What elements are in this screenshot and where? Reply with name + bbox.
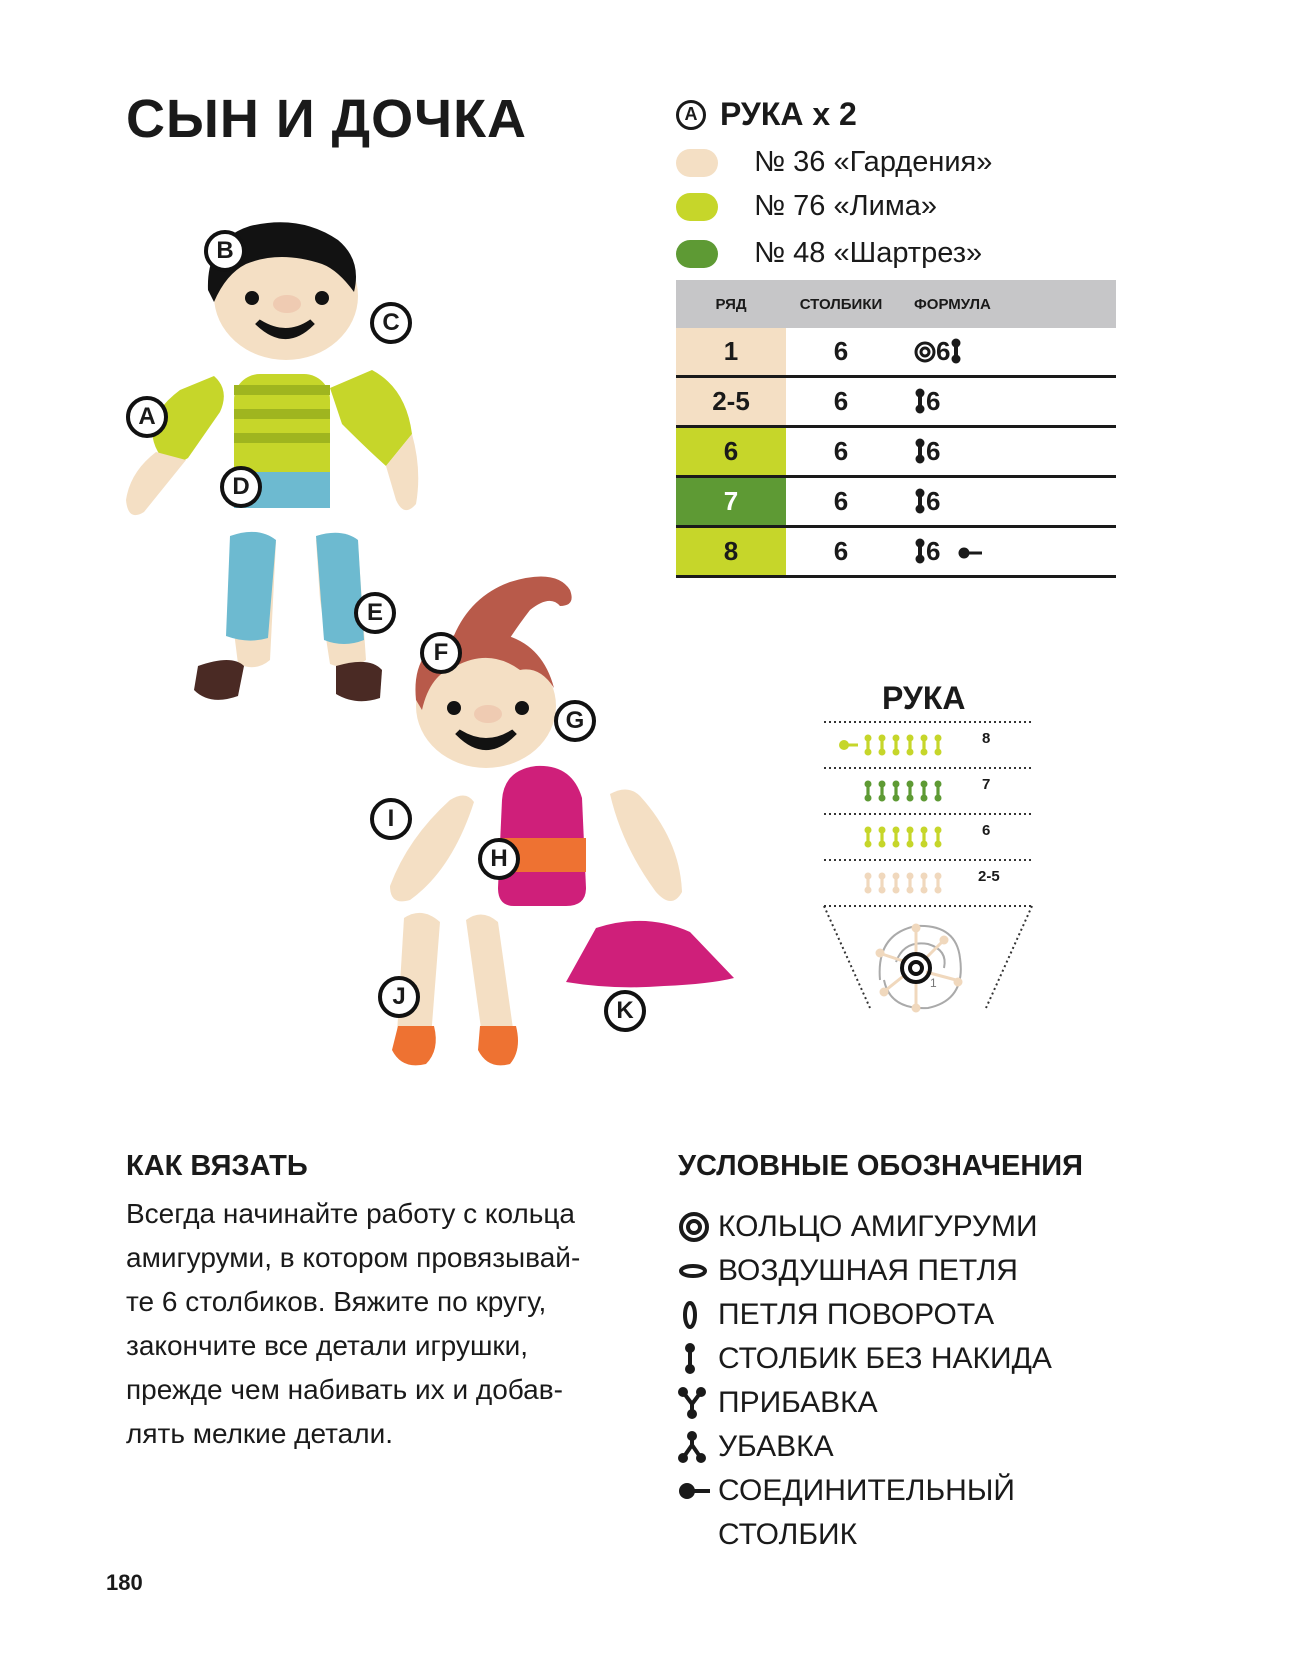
row-formula: [896, 427, 1116, 477]
marker-a: A: [126, 396, 168, 438]
row-number: 8: [676, 527, 786, 577]
how-to-text: [126, 1192, 646, 1456]
diagram-row-label-2-5: 2-5: [978, 868, 1000, 885]
girl-right-eye: [515, 701, 529, 715]
formula-count: 6: [926, 386, 941, 416]
row-number: 7: [676, 477, 786, 527]
header-stitches: СТОЛБИКИ: [786, 280, 896, 328]
girl-left-shoe: [392, 1026, 436, 1065]
header-formula: ФОРМУЛА: [896, 280, 1116, 328]
header-row: РЯД: [676, 280, 786, 328]
legend-label: КОЛЬЦО АМИГУРУМИ: [718, 1210, 1038, 1243]
table-row: [676, 477, 1116, 527]
marker-i: I: [370, 798, 412, 840]
diagram-row-7: [865, 781, 942, 802]
single-crochet-icon: [914, 538, 926, 564]
yarn-item: [676, 190, 937, 223]
slip-stitch-icon: [678, 1482, 712, 1500]
marker-g: G: [554, 700, 596, 742]
table-row: [676, 427, 1116, 477]
table-row: [676, 527, 1116, 577]
row-formula: [896, 377, 1116, 427]
how-to-line: лять мелкие детали.: [126, 1418, 393, 1449]
legend-item: [678, 1205, 1052, 1249]
legend-label: ПРИБАВКА: [718, 1386, 878, 1419]
boy-nose: [273, 295, 301, 313]
magic-ring-icon: [678, 1211, 710, 1243]
row-stitches: 6: [786, 477, 896, 527]
formula-count: 6: [926, 436, 941, 466]
pattern-table: [676, 280, 1116, 578]
legend-label: ВОЗДУШНАЯ ПЕТЛЯ: [718, 1254, 1018, 1287]
legend-label: ПЕТЛЯ ПОВОРОТА: [718, 1298, 995, 1331]
girl-torso: [498, 766, 586, 906]
girl-right-shoe: [478, 1026, 518, 1065]
diagram-title: РУКА: [882, 680, 966, 716]
diagram-row-2-5: [865, 873, 942, 894]
girl-skirt: [566, 921, 734, 987]
chain-icon: [678, 1263, 708, 1279]
yarn-item: [676, 237, 982, 270]
legend-item: [678, 1425, 1052, 1469]
marker-b: B: [204, 230, 246, 272]
formula-count: 6: [926, 536, 941, 566]
table-row: [676, 377, 1116, 427]
yarn-item: [676, 146, 992, 179]
boy-left-shoe: [194, 660, 244, 700]
yarn-label: № 48 «Шартрез»: [754, 237, 983, 269]
page-number: 180: [106, 1570, 143, 1595]
diagram-row-8: [839, 735, 942, 756]
magic-ring-icon: [914, 341, 936, 363]
marker-h: H: [478, 838, 520, 880]
part-header: [676, 96, 857, 133]
marker-j: J: [378, 976, 420, 1018]
single-crochet-icon: [914, 388, 926, 414]
row-stitches: 6: [786, 377, 896, 427]
boy-left-eye: [245, 291, 259, 305]
row-stitches: 6: [786, 427, 896, 477]
yarn-label: № 36 «Гардения»: [754, 146, 993, 178]
row-number: 6: [676, 427, 786, 477]
how-to-line: те 6 столбиков. Вяжите по кругу,: [126, 1286, 547, 1317]
legend-item: [678, 1381, 1052, 1425]
marker-c: C: [370, 302, 412, 344]
legend-list: [678, 1205, 1052, 1557]
legend-item: [678, 1469, 1052, 1557]
single-crochet-icon: [678, 1342, 708, 1376]
marker-k: K: [604, 990, 646, 1032]
yarn-swatch-chartreuse: [676, 240, 718, 268]
girl-right-arm: [610, 789, 682, 901]
diagram-row-label-6: 6: [982, 822, 991, 839]
how-to-heading: КАК ВЯЗАТЬ: [126, 1150, 308, 1182]
how-to-line: Всегда начинайте работу с кольца: [126, 1198, 575, 1229]
marker-d: D: [220, 466, 262, 508]
legend-item: [678, 1249, 1052, 1293]
formula-count: 6: [936, 336, 951, 366]
boy-left-pant: [226, 532, 276, 641]
row-number: 1: [676, 328, 786, 377]
single-crochet-icon: [914, 438, 926, 464]
turning-chain-icon: [678, 1300, 708, 1330]
boy-right-eye: [315, 291, 329, 305]
legend-label-line1: СОЕДИНИТЕЛЬНЫЙ: [718, 1474, 1015, 1507]
girl-nose: [474, 705, 502, 723]
formula-count: 6: [926, 486, 941, 516]
legend-label: [718, 1469, 1015, 1557]
how-to-line: прежде чем набивать их и добав-: [126, 1374, 563, 1405]
table-row: [676, 328, 1116, 377]
diagram-ring-label: 1: [930, 976, 937, 990]
boy-left-hand: [126, 452, 186, 515]
arm-stitch-diagram: [810, 718, 1040, 1058]
marker-f: F: [420, 632, 462, 674]
part-letter-badge: A: [676, 100, 706, 130]
single-crochet-icon: [950, 338, 962, 364]
yarn-swatch-gardenia: [676, 149, 718, 177]
legend-label: УБАВКА: [718, 1430, 834, 1463]
page-title: СЫН И ДОЧКА: [126, 89, 528, 149]
legend-label: СТОЛБИК БЕЗ НАКИДА: [718, 1342, 1052, 1375]
diagram-row-label-8: 8: [982, 730, 991, 747]
how-to-line: амигуруми, в котором провязывай-: [126, 1242, 581, 1273]
row-stitches: 6: [786, 527, 896, 577]
diagram-row-label-7: 7: [982, 776, 991, 793]
row-formula: [896, 328, 1116, 377]
row-formula: [896, 477, 1116, 527]
diagram-magic-ring: [877, 925, 961, 1011]
row-number: 2-5: [676, 377, 786, 427]
slip-stitch-icon: [958, 546, 984, 560]
legend-heading: УСЛОВНЫЕ ОБОЗНАЧЕНИЯ: [678, 1150, 1083, 1182]
legend-label-line2: СТОЛБИК: [718, 1518, 858, 1551]
legend-item: [678, 1337, 1052, 1381]
decrease-icon: [678, 1430, 708, 1464]
part-title: РУКА x 2: [720, 96, 857, 132]
legend-item: [678, 1293, 1052, 1337]
yarn-swatch-lima: [676, 193, 718, 221]
yarn-label: № 76 «Лима»: [754, 190, 938, 222]
diagram-row-6: [865, 827, 942, 848]
single-crochet-icon: [914, 488, 926, 514]
row-formula: [896, 527, 1116, 577]
increase-icon: [678, 1386, 708, 1420]
boy-right-pant: [316, 533, 364, 644]
table-header-row: [676, 280, 1116, 328]
girl-left-eye: [447, 701, 461, 715]
row-stitches: 6: [786, 328, 896, 377]
how-to-line: закончите все детали игрушки,: [126, 1330, 529, 1361]
marker-e: E: [354, 592, 396, 634]
